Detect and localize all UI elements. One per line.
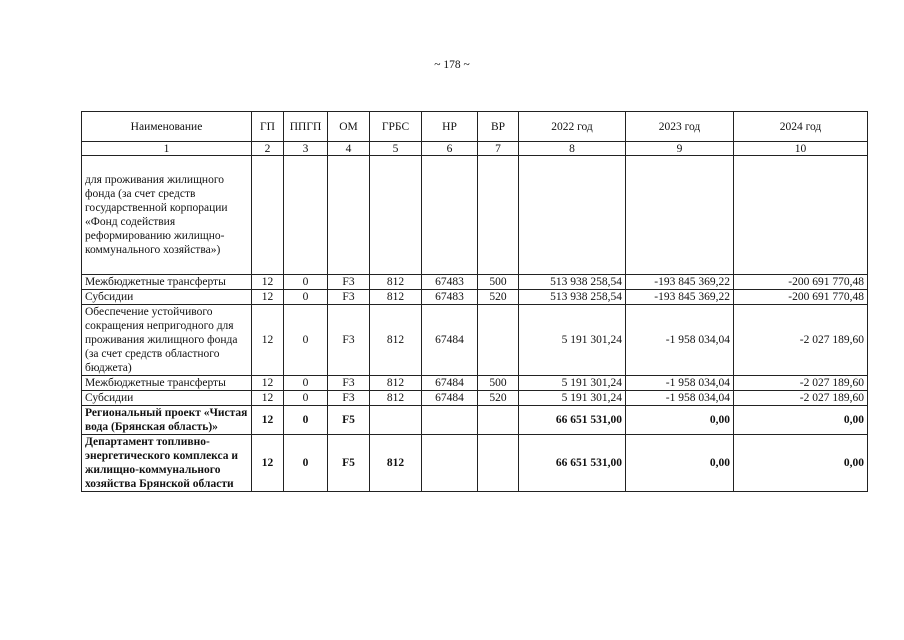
cell-ppgp: 0 xyxy=(284,391,328,406)
column-number: 9 xyxy=(626,142,734,156)
cell-name: Обеспечение устойчивого сокращения непригодного для проживания жилищного фонда (за счет средств областного бюджета) xyxy=(82,305,252,376)
cell-om: F3 xyxy=(328,391,370,406)
cell-om: F3 xyxy=(328,376,370,391)
column-number: 4 xyxy=(328,142,370,156)
cell-nr xyxy=(422,406,478,435)
header-om: ОМ xyxy=(328,112,370,142)
cell-ppgp: 0 xyxy=(284,376,328,391)
column-number: 6 xyxy=(422,142,478,156)
column-number: 10 xyxy=(734,142,868,156)
table-row xyxy=(82,376,868,391)
header-row xyxy=(82,112,868,142)
cell-ppgp xyxy=(284,156,328,275)
cell-grbs: 812 xyxy=(370,391,422,406)
header-grbs: ГРБС xyxy=(370,112,422,142)
table-row xyxy=(82,435,868,492)
cell-vr xyxy=(478,406,519,435)
cell-vr: 500 xyxy=(478,376,519,391)
table-row xyxy=(82,156,868,275)
cell-name: Региональный проект «Чистая вода (Брянская область)» xyxy=(82,406,252,435)
cell-om: F5 xyxy=(328,406,370,435)
table-row xyxy=(82,275,868,290)
cell-2024 xyxy=(734,156,868,275)
cell-gp: 12 xyxy=(252,376,284,391)
cell-2023: -1 958 034,04 xyxy=(626,305,734,376)
cell-om: F5 xyxy=(328,435,370,492)
cell-ppgp: 0 xyxy=(284,406,328,435)
table-row xyxy=(82,406,868,435)
cell-grbs xyxy=(370,156,422,275)
header-vr: ВР xyxy=(478,112,519,142)
cell-nr xyxy=(422,435,478,492)
cell-2022: 513 938 258,54 xyxy=(519,275,626,290)
cell-name: Межбюджетные трансферты xyxy=(82,275,252,290)
cell-2022: 66 651 531,00 xyxy=(519,435,626,492)
column-number: 3 xyxy=(284,142,328,156)
cell-gp: 12 xyxy=(252,435,284,492)
cell-gp: 12 xyxy=(252,275,284,290)
cell-ppgp: 0 xyxy=(284,305,328,376)
cell-vr xyxy=(478,305,519,376)
column-number: 2 xyxy=(252,142,284,156)
cell-vr xyxy=(478,435,519,492)
cell-2022: 66 651 531,00 xyxy=(519,406,626,435)
cell-2023: -193 845 369,22 xyxy=(626,275,734,290)
cell-2023 xyxy=(626,156,734,275)
header-nr: НР xyxy=(422,112,478,142)
cell-2023: 0,00 xyxy=(626,435,734,492)
cell-2024: 0,00 xyxy=(734,435,868,492)
budget-table xyxy=(81,111,868,492)
cell-ppgp: 0 xyxy=(284,435,328,492)
cell-vr: 500 xyxy=(478,275,519,290)
cell-grbs: 812 xyxy=(370,290,422,305)
cell-2022 xyxy=(519,156,626,275)
page-number: ~ 178 ~ xyxy=(434,59,470,71)
cell-nr: 67484 xyxy=(422,391,478,406)
column-number: 5 xyxy=(370,142,422,156)
cell-om xyxy=(328,156,370,275)
cell-gp xyxy=(252,156,284,275)
header-2022: 2022 год xyxy=(519,112,626,142)
cell-2022: 5 191 301,24 xyxy=(519,376,626,391)
header-name: Наименование xyxy=(82,112,252,142)
cell-2022: 513 938 258,54 xyxy=(519,290,626,305)
cell-gp: 12 xyxy=(252,406,284,435)
cell-grbs xyxy=(370,406,422,435)
cell-om: F3 xyxy=(328,290,370,305)
cell-om: F3 xyxy=(328,305,370,376)
header-2023: 2023 год xyxy=(626,112,734,142)
cell-2024: -2 027 189,60 xyxy=(734,376,868,391)
table-row xyxy=(82,305,868,376)
cell-2022: 5 191 301,24 xyxy=(519,305,626,376)
header-2024: 2024 год xyxy=(734,112,868,142)
cell-2024: -2 027 189,60 xyxy=(734,391,868,406)
cell-name: Субсидии xyxy=(82,391,252,406)
cell-2023: -193 845 369,22 xyxy=(626,290,734,305)
cell-2023: -1 958 034,04 xyxy=(626,376,734,391)
cell-2024: 0,00 xyxy=(734,406,868,435)
cell-2022: 5 191 301,24 xyxy=(519,391,626,406)
cell-grbs: 812 xyxy=(370,275,422,290)
cell-om: F3 xyxy=(328,275,370,290)
table-body xyxy=(82,156,868,492)
cell-2023: -1 958 034,04 xyxy=(626,391,734,406)
cell-name: Межбюджетные трансферты xyxy=(82,376,252,391)
cell-vr: 520 xyxy=(478,391,519,406)
cell-grbs: 812 xyxy=(370,435,422,492)
column-number: 7 xyxy=(478,142,519,156)
cell-nr: 67483 xyxy=(422,290,478,305)
cell-2024: -2 027 189,60 xyxy=(734,305,868,376)
cell-grbs: 812 xyxy=(370,376,422,391)
table-row xyxy=(82,290,868,305)
cell-name: Субсидии xyxy=(82,290,252,305)
cell-name: для проживания жилищного фонда (за счет средств государственной корпорации «Фонд содействия реформированию жилищно-коммунального хозяйства») xyxy=(82,156,252,275)
cell-gp: 12 xyxy=(252,391,284,406)
column-number: 8 xyxy=(519,142,626,156)
cell-gp: 12 xyxy=(252,290,284,305)
cell-2024: -200 691 770,48 xyxy=(734,275,868,290)
cell-gp: 12 xyxy=(252,305,284,376)
table-row xyxy=(82,391,868,406)
cell-vr xyxy=(478,156,519,275)
cell-grbs: 812 xyxy=(370,305,422,376)
cell-nr: 67484 xyxy=(422,305,478,376)
cell-2024: -200 691 770,48 xyxy=(734,290,868,305)
cell-ppgp: 0 xyxy=(284,290,328,305)
cell-nr: 67483 xyxy=(422,275,478,290)
column-number-row xyxy=(82,142,868,156)
column-number: 1 xyxy=(82,142,252,156)
cell-vr: 520 xyxy=(478,290,519,305)
cell-name: Департамент топливно-энергетического комплекса и жилищно-коммунального хозяйства Брянской области xyxy=(82,435,252,492)
cell-nr xyxy=(422,156,478,275)
cell-ppgp: 0 xyxy=(284,275,328,290)
header-ppgp: ППГП xyxy=(284,112,328,142)
cell-2023: 0,00 xyxy=(626,406,734,435)
cell-nr: 67484 xyxy=(422,376,478,391)
header-gp: ГП xyxy=(252,112,284,142)
